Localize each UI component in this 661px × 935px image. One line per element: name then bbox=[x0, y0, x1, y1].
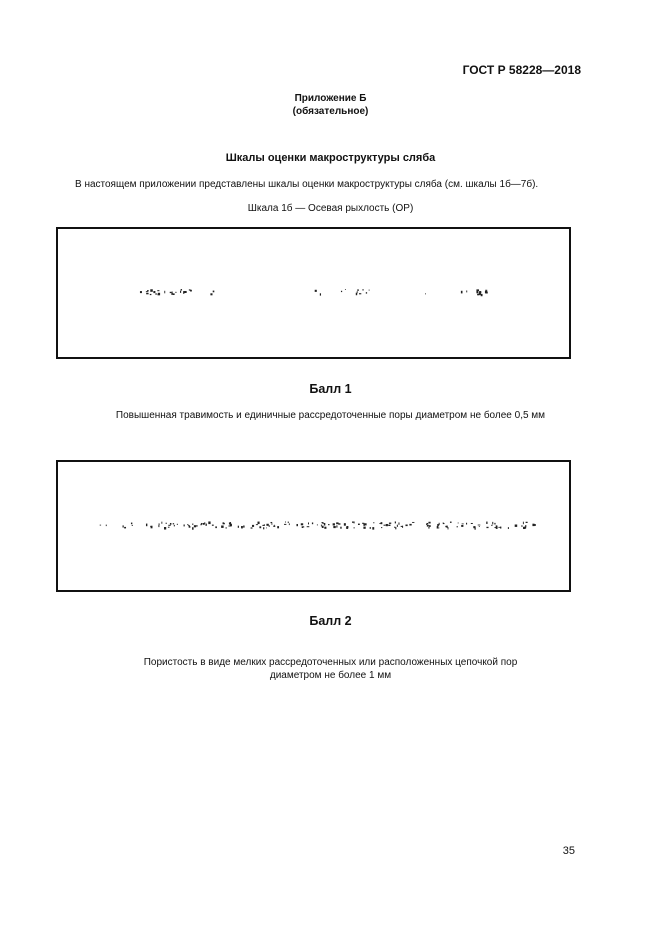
pore-speck bbox=[496, 525, 498, 526]
pore-speck bbox=[200, 524, 202, 525]
pore-speck bbox=[476, 289, 479, 291]
pore-speck bbox=[302, 527, 303, 528]
score-2-description-line: Пористость в виде мелких рассредоточенных или расположенных цепочкой пор bbox=[143, 657, 518, 668]
document-id: ГОСТ Р 58228—2018 bbox=[462, 63, 581, 77]
pore-speck bbox=[315, 290, 317, 292]
pore-speck bbox=[486, 527, 488, 528]
pore-speck bbox=[466, 523, 467, 525]
porosity-pattern-1 bbox=[58, 229, 569, 357]
pore-speck bbox=[168, 525, 170, 526]
pore-speck bbox=[353, 527, 354, 528]
pore-speck bbox=[173, 293, 175, 295]
pore-speck bbox=[450, 522, 452, 523]
score-2-description bbox=[0, 656, 661, 682]
pore-speck bbox=[146, 291, 149, 292]
pore-speck bbox=[523, 522, 524, 525]
pore-speck bbox=[266, 524, 268, 526]
pore-speck bbox=[341, 291, 342, 292]
pore-speck bbox=[146, 293, 148, 294]
pore-speck bbox=[428, 522, 430, 524]
pore-speck bbox=[183, 291, 184, 294]
pore-speck bbox=[471, 523, 473, 524]
pore-speck bbox=[124, 527, 126, 529]
pore-speck bbox=[312, 522, 313, 524]
pore-speck bbox=[170, 523, 172, 525]
pore-speck bbox=[354, 521, 355, 523]
score-2-label: Балл 2 bbox=[309, 614, 352, 628]
pore-speck bbox=[427, 525, 429, 527]
pore-speck bbox=[481, 294, 483, 296]
pore-speck bbox=[184, 291, 186, 293]
annex-status: (обязательное) bbox=[292, 106, 369, 117]
pore-speck bbox=[322, 522, 324, 523]
pore-speck bbox=[204, 522, 205, 523]
pore-speck bbox=[170, 292, 172, 293]
pore-speck bbox=[131, 523, 132, 525]
pore-speck bbox=[437, 527, 439, 528]
pore-speck bbox=[479, 526, 480, 527]
pore-speck bbox=[458, 523, 459, 524]
pore-speck bbox=[357, 289, 358, 291]
pore-speck bbox=[132, 525, 133, 526]
pore-speck bbox=[322, 526, 324, 528]
pore-speck bbox=[336, 525, 337, 527]
pore-speck bbox=[381, 527, 382, 528]
pore-speck bbox=[409, 524, 411, 526]
pore-speck bbox=[284, 524, 286, 525]
pore-speck bbox=[147, 290, 149, 291]
pore-speck bbox=[445, 526, 447, 527]
score-2-description-line: диаметром не более 1 мм bbox=[269, 670, 392, 681]
pore-speck bbox=[324, 523, 325, 526]
pore-speck bbox=[164, 291, 165, 294]
pore-speck bbox=[358, 524, 360, 525]
pore-speck bbox=[397, 525, 398, 527]
pore-speck bbox=[448, 527, 449, 529]
pore-speck bbox=[269, 525, 270, 527]
pore-speck bbox=[494, 523, 495, 525]
intro-paragraph: В настоящем приложении представлены шкалы оценки макроструктуры сляба (см. шкалы 1б—7б). bbox=[75, 179, 539, 190]
pore-speck bbox=[161, 522, 162, 524]
pore-speck bbox=[372, 527, 374, 530]
pore-speck bbox=[443, 522, 444, 523]
pore-speck bbox=[173, 523, 174, 524]
pore-speck bbox=[208, 521, 210, 524]
pore-speck bbox=[174, 525, 175, 527]
pore-speck bbox=[347, 527, 349, 529]
pore-speck bbox=[462, 523, 464, 524]
pore-speck bbox=[140, 291, 142, 293]
pore-speck bbox=[369, 290, 370, 291]
pore-speck bbox=[395, 521, 396, 523]
pore-speck bbox=[340, 527, 341, 529]
pore-speck bbox=[171, 293, 173, 295]
pore-speck bbox=[386, 524, 388, 526]
pore-speck bbox=[366, 292, 367, 293]
pore-speck bbox=[192, 524, 193, 525]
pore-speck bbox=[344, 523, 346, 526]
pore-speck bbox=[238, 526, 239, 528]
specimen-image-score-1 bbox=[56, 227, 571, 359]
pore-speck bbox=[457, 526, 458, 527]
pore-speck bbox=[123, 525, 124, 527]
pore-speck bbox=[252, 525, 254, 527]
pore-speck bbox=[215, 526, 217, 528]
pore-speck bbox=[285, 521, 286, 522]
pore-speck bbox=[476, 291, 478, 293]
pore-speck bbox=[492, 522, 493, 525]
pore-speck bbox=[388, 525, 390, 526]
pore-speck bbox=[486, 522, 487, 524]
pore-speck bbox=[251, 527, 253, 528]
pore-speck bbox=[479, 291, 481, 293]
page-number: 35 bbox=[562, 845, 575, 857]
pore-speck bbox=[296, 524, 298, 526]
pore-speck bbox=[180, 291, 181, 293]
pore-speck bbox=[241, 526, 243, 528]
pore-speck bbox=[473, 526, 475, 528]
pore-speck bbox=[150, 289, 153, 292]
pore-speck bbox=[491, 525, 492, 526]
pore-speck bbox=[157, 290, 159, 291]
pore-speck bbox=[522, 525, 523, 527]
pore-speck bbox=[333, 523, 335, 525]
pore-speck bbox=[394, 527, 395, 528]
pore-speck bbox=[363, 527, 365, 529]
pore-speck bbox=[526, 522, 528, 523]
annex-title: Приложение Б bbox=[294, 93, 367, 104]
pore-speck bbox=[525, 525, 526, 527]
pore-speck bbox=[158, 524, 159, 525]
pore-speck bbox=[389, 523, 391, 524]
pore-speck bbox=[478, 525, 481, 526]
specimen-image-score-2 bbox=[56, 460, 571, 592]
pore-speck bbox=[307, 526, 310, 527]
score-1-description bbox=[0, 409, 661, 422]
pore-speck bbox=[508, 527, 509, 529]
pore-speck bbox=[158, 525, 159, 527]
pore-speck bbox=[196, 525, 197, 526]
pore-speck bbox=[157, 294, 158, 295]
pore-speck bbox=[384, 525, 386, 526]
pore-speck bbox=[201, 523, 202, 524]
pore-speck bbox=[230, 524, 232, 526]
pore-speck bbox=[401, 526, 403, 527]
pore-speck bbox=[345, 289, 346, 290]
pore-speck bbox=[373, 522, 374, 523]
pore-speck bbox=[146, 524, 147, 527]
pore-speck bbox=[362, 289, 364, 290]
pore-speck bbox=[395, 527, 396, 529]
pore-speck bbox=[164, 527, 166, 530]
pore-speck bbox=[150, 294, 152, 295]
pore-speck bbox=[151, 526, 153, 529]
pore-speck bbox=[277, 526, 279, 528]
pore-speck bbox=[226, 527, 227, 528]
pore-speck bbox=[213, 291, 215, 293]
pore-speck bbox=[263, 527, 264, 529]
pore-speck bbox=[461, 291, 463, 294]
porosity-pattern-2 bbox=[58, 462, 569, 590]
pore-speck bbox=[190, 290, 192, 292]
pore-speck bbox=[317, 524, 318, 525]
pore-speck bbox=[426, 524, 427, 525]
pore-speck bbox=[494, 527, 496, 528]
pore-speck bbox=[333, 526, 335, 528]
pore-speck bbox=[266, 528, 267, 529]
pore-speck bbox=[212, 525, 214, 526]
pore-speck bbox=[412, 522, 414, 523]
pore-speck bbox=[271, 522, 273, 523]
pore-speck bbox=[175, 292, 176, 293]
pore-speck bbox=[515, 524, 518, 526]
pore-speck bbox=[321, 525, 322, 527]
pore-speck bbox=[405, 524, 407, 526]
pore-speck bbox=[177, 524, 178, 525]
pore-speck bbox=[210, 293, 212, 295]
pore-speck bbox=[166, 523, 168, 524]
pore-speck bbox=[320, 293, 321, 295]
pore-speck bbox=[153, 291, 155, 293]
pore-speck bbox=[243, 525, 244, 527]
annex-heading bbox=[0, 92, 661, 118]
pore-speck bbox=[338, 523, 340, 524]
pore-speck bbox=[184, 524, 185, 526]
pore-speck bbox=[257, 522, 259, 524]
pore-speck bbox=[365, 523, 367, 525]
pore-speck bbox=[428, 527, 430, 528]
pore-speck bbox=[359, 293, 361, 294]
pore-speck bbox=[370, 527, 371, 529]
pore-speck bbox=[336, 522, 338, 524]
pore-speck bbox=[155, 293, 157, 294]
pore-speck bbox=[100, 525, 101, 526]
pore-speck bbox=[439, 523, 440, 525]
pore-speck bbox=[205, 524, 207, 525]
section-title: Шкалы оценки макроструктуры сляба bbox=[225, 152, 436, 164]
pore-speck bbox=[466, 290, 467, 292]
pore-speck bbox=[533, 524, 536, 526]
pore-speck bbox=[461, 525, 463, 527]
pore-speck bbox=[188, 525, 190, 526]
pore-speck bbox=[352, 521, 353, 522]
pore-speck bbox=[381, 522, 383, 524]
score-1-label: Балл 1 bbox=[309, 382, 352, 396]
pore-speck bbox=[259, 526, 261, 528]
pore-speck bbox=[485, 291, 487, 293]
pore-speck bbox=[289, 523, 290, 525]
pore-speck bbox=[264, 524, 265, 526]
pore-speck bbox=[106, 525, 107, 527]
pore-speck bbox=[194, 525, 196, 527]
pore-speck bbox=[523, 527, 525, 529]
pore-speck bbox=[272, 523, 273, 525]
scale-caption: Шкала 1б — Осевая рыхлость (ОР) bbox=[247, 203, 414, 214]
pore-speck bbox=[288, 522, 289, 523]
pore-speck bbox=[301, 523, 303, 525]
pore-speck bbox=[308, 522, 309, 524]
pore-speck bbox=[187, 524, 188, 525]
pore-speck bbox=[328, 524, 330, 525]
pore-speck bbox=[500, 527, 501, 529]
pore-speck bbox=[425, 293, 426, 294]
pore-speck bbox=[192, 527, 194, 530]
pore-speck bbox=[429, 525, 431, 527]
pore-speck bbox=[273, 526, 275, 527]
pore-speck bbox=[324, 527, 326, 529]
pore-speck bbox=[356, 293, 357, 296]
pore-speck bbox=[256, 524, 258, 525]
score-1-description-line: Повышенная травимость и единичные рассредоточенные поры диаметром не более 0,5 мм bbox=[115, 410, 546, 421]
pore-speck bbox=[221, 525, 224, 527]
pore-speck bbox=[398, 522, 399, 524]
pore-speck bbox=[223, 523, 225, 524]
pore-speck bbox=[168, 527, 170, 528]
pore-speck bbox=[181, 289, 182, 290]
pore-speck bbox=[189, 526, 191, 528]
pore-speck bbox=[485, 290, 487, 291]
